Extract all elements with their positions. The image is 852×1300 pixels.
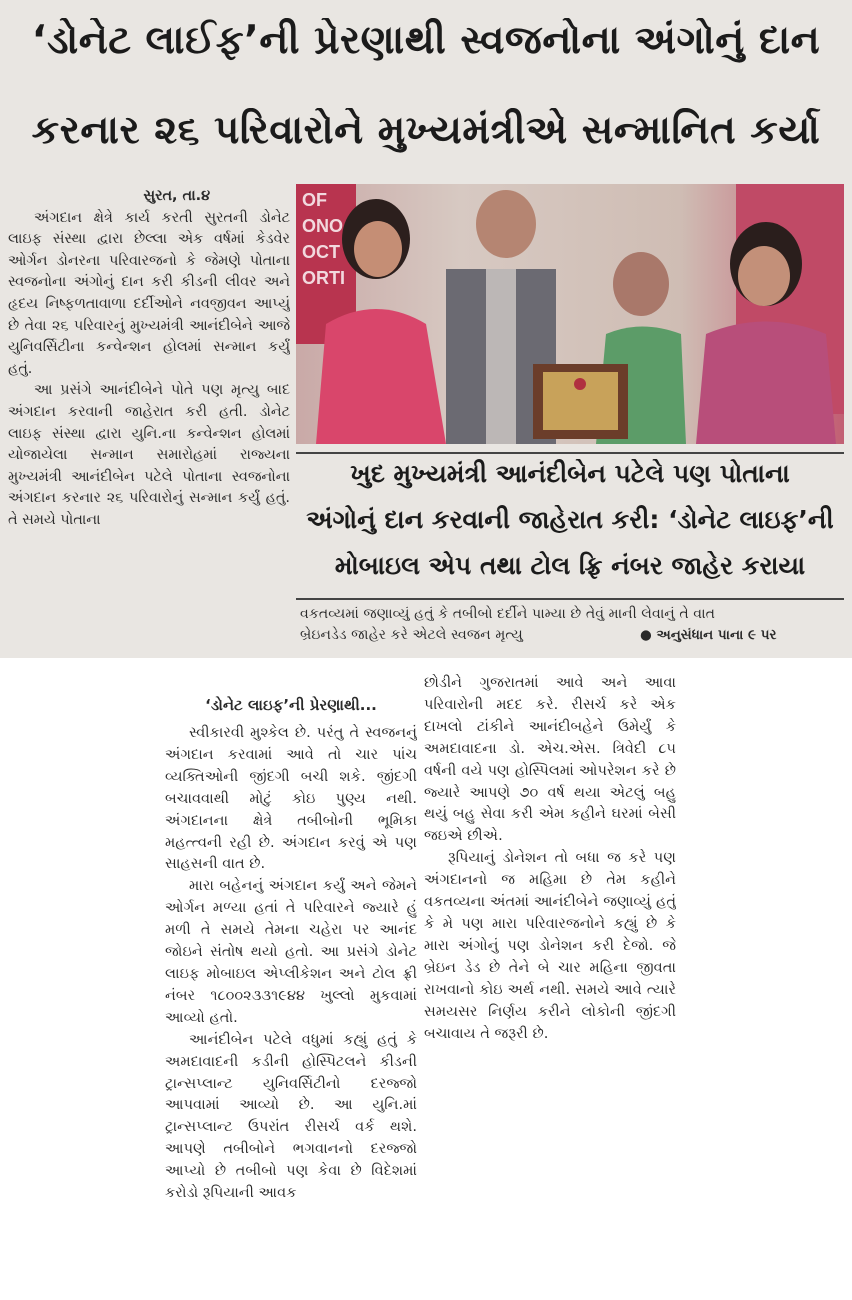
- left-column: [8, 186, 290, 648]
- ceremony-photo-illustration: [296, 184, 844, 444]
- continuation-paragraph: મારા બહેનનું અંગદાન કર્યું અને જેમને ઓર્ગન મળ્યા હતાં તે પરિવારને જ્યારે હું મળી તે સમયે તેમના ચહેરા પર આનંદ જોઇને સંતોષ થયો હતો. આ પ્રસંગે ડોનેટ લાઇફ મોબાઇલ એપ્લીકેશન અને ટોલ ફ્રી નંબર ૧૮૦૦૨૩૩૧૯૪૪ ખુલ્લો મુકવામાં આવ્યો હતો.: [165, 877, 417, 1026]
- bottom-strip-line-2: બ્રેઇનડેડ જાહેર કરે એટલે સ્વજન મૃત્યુ: [300, 627, 523, 643]
- svg-text:ONO: ONO: [302, 216, 344, 236]
- svg-text:OCT: OCT: [302, 242, 340, 262]
- subhead-top-rule: [296, 452, 844, 454]
- bottom-strip-line-1: વકતવ્યમાં જણાવ્યું હતું કે તબીબો દર્દીને પામ્યા છે તેવું માની લેવાનું તે વાત: [300, 606, 716, 622]
- svg-text:ORTI: ORTI: [302, 268, 345, 288]
- continuation-paragraph: સ્વીકારવી મુશ્કેલ છે. પરંતુ તે સ્વજનનું અંગદાન કરવામાં આવે તો ચાર પાંચ વ્યક્તિઓની જીંદગી બચી શકે. જીંદગી બચાવવાથી મોટું કોઇ પુણ્ય નથી. અંગદાનના ક્ષેત્રે તબીબોની ભૂમિકા મહત્ત્વની રહી છે. અંગદાન કરવું એ પણ સાહસની વાત છે.: [165, 724, 417, 873]
- subhead-line-1: ખુદ મુખ્યમંત્રી આનંદીબેન પટેલે પણ પોતાના: [350, 459, 790, 488]
- continuation-title: ‘ડોનેટ લાઇફ’ની પ્રેરણાથી...: [205, 696, 377, 714]
- continued-on-page-note: ● અનુસંધાન પાના ૯ પર: [640, 627, 777, 643]
- subhead-line-3: મોબાઇલ એપ તથા ટોલ ફ્રિ નંબર જાહેર કરાયા: [334, 551, 806, 580]
- left-paragraph-1: અંગદાન ક્ષેત્રે કાર્ય કરતી સુરતની ડોનેટ લાઇફ સંસ્થા દ્વારા છેલ્લા એક વર્ષમાં કેડવેર ઓર્ગન ડોનરના પરિવારજનો કે જેમણે પોતાના સ્વજનોના અંગોનું દાન કરી કીડની લીવર અને હૃદય નિષ્ફળતાવાળા દર્દીઓને નવજીવન આપ્યું છે તેવા ૨૬ પરિવારનું મુખ્યમંત્રી આનંદીબેને આજે યુનિવર્સિટીના કન્વેન્શન હોલમાં સન્માન કર્યું હતું.: [8, 209, 290, 377]
- subhead-line-2: અંગોનું દાન કરવાની જાહેરાત કરી: ‘ડોનેટ લાઇફ’ની: [306, 505, 834, 534]
- left-paragraph-2: આ પ્રસંગે આનંદીબેને પોતે પણ મૃત્યુ બાદ અંગદાન કરવાની જાહેરાત કરી હતી. ડોનેટ લાઇફ સંસ્થા દ્વારા યુનિ.ના કન્વેન્શન હોલમાં યોજાયેલા સન્માન સમારોહમાં રાજ્યના મુખ્યમંત્રી આનંદીબેન પટેલે પોતાના સ્વજનોના અંગદાન કરનાર ૨૬ પરિવારોનું સન્માન કર્યું હતું. તે સમયે પોતાના: [8, 382, 290, 528]
- subhead-bottom-rule: [296, 598, 844, 600]
- continuation-paragraph: આનંદીબેન પટેલે વધુમાં કહ્યું હતું કે અમદાવાદની કડીની હોસ્પિટલને કીડની ટ્રાન્સપ્લાન્ટ યુનિવર્સિટીનો દરજ્જો આપવામાં આવ્યો છે. આ યુનિ.માં ટ્રાન્સપ્લાન્ટ ઉપરાંત રીસર્ચ વર્ક થશે. આપણે તબીબોને ભગવાનનો દરજ્જો આપ્યો છે તબીબો પણ કેવા છે વિદેશમાં કરોડો રૂપિયાની આવક: [165, 1030, 417, 1202]
- headline-line-1: ‘ડોનેટ લાઈફ’ની પ્રેરણાથી સ્વજનોના અંગોનું દાન: [31, 18, 821, 63]
- dateline: સુરત, તા.૪: [143, 188, 210, 204]
- ceremony-photo: [296, 184, 844, 444]
- continuation-paragraph: છોડીને ગુજરાતમાં આવે અને આવા પરિવારોની મદદ કરે. રીસર્ચ કરે એક દાખલો ટાંકીને આનંદીબહેને ઉમેર્યું કે અમદાવાદના ડો. એચ.એસ. ત્રિવેદી ૮૫ વર્ષની વયે પણ હોસ્પિલમાં ઓપરેશન કરે છે જ્યારે આપણે ૭૦ વર્ષ થયા એટલું બહુ થયું બહુ સેવા કરી એમ કહીને ઘરમાં બેસી જઇએ છીએ.: [424, 674, 676, 845]
- continuation-paragraph: રૂપિયાનું ડોનેશન તો બધા જ કરે પણ અંગદાનનો જ મહિમા છે તેમ કહીને વકતવ્યના અંતમાં આનંદીબેને જણાવ્યું હતું કે મે પણ મારા પરિવારજનોને કહ્યું છે કે મારા અંગોનું પણ ડોનેશન કરી દેજો. જે બ્રેઇન ડેડ છે તેને બે ચાર મહિના જીવતા રાખવાનો કોઇ અર્થ નથી. સમયે આવે ત્યારે સમયસર નિર્ણય કરીને લોકોની જીંદગી બચાવાય તે જરૂરી છે.: [424, 849, 676, 1042]
- svg-text:OF: OF: [302, 190, 327, 210]
- headline-line-2: કરનાર ૨૬ પરિવારોને મુખ્યમંત્રીએ સન્માનિત કર્યા: [31, 108, 821, 153]
- continuation-column-2: [424, 672, 676, 1272]
- continuation-column-1: [165, 722, 417, 1296]
